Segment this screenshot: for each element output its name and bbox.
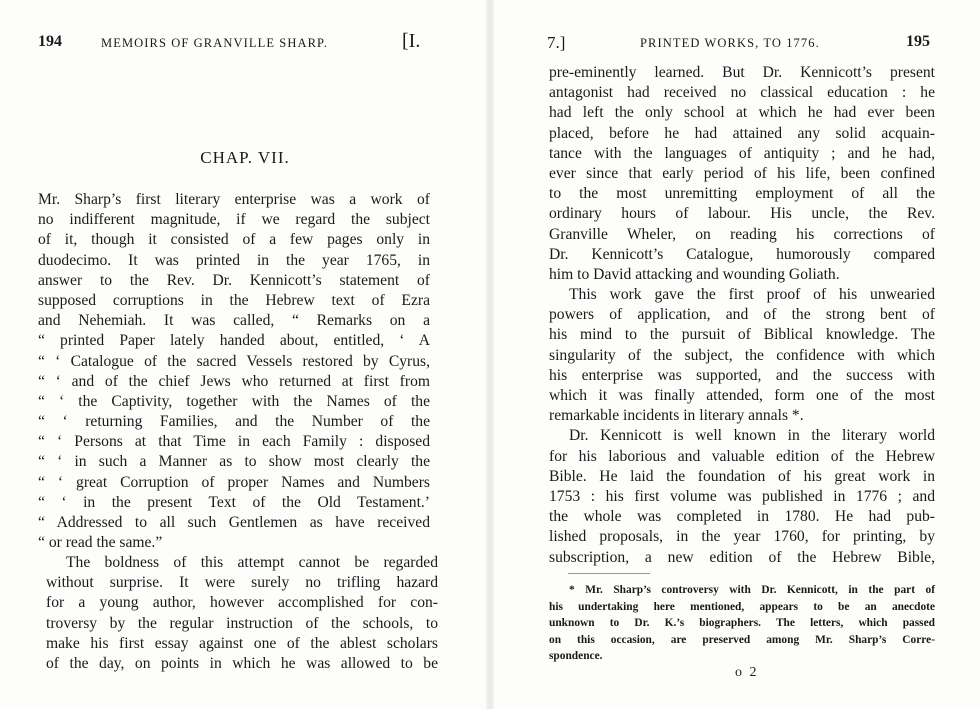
- text-line: Bible. He laid the foundation of his great work in: [549, 467, 935, 485]
- text-line: no indifferent magnitude, if we regard the subject: [38, 211, 430, 229]
- footnote-line: spondence.: [549, 650, 603, 662]
- text-line: for a young author, however accomplished for con-: [46, 594, 438, 612]
- text-line: supposed corruptions in the Hebrew text of Ezra: [38, 291, 430, 309]
- footnote-rule: [568, 573, 650, 574]
- text-line: duodecimo. It was printed in the year 1765, in: [38, 251, 430, 269]
- text-line: for his laborious and valuable edition of the Hebrew: [549, 447, 935, 465]
- chapter-marker-right: 7.]: [547, 33, 566, 52]
- text-line: which it was finally attended, form one of the most: [549, 387, 935, 404]
- text-line: answer to the Rev. Dr. Kennicott’s statement of: [38, 271, 430, 289]
- text-line: “ printed Paper lately handed about, entitled, ‘ A: [38, 332, 430, 350]
- text-line: “ ‘ Persons at that Time in each Family : disposed: [38, 433, 430, 451]
- text-line: tance with the languages of antiquity ; and he had,: [549, 144, 935, 162]
- left-paragraph-2: [46, 553, 438, 674]
- running-head-left: MEMOIRS OF GRANVILLE SHARP.: [101, 36, 328, 50]
- text-line: “ ‘ and of the chief Jews who returned at first from: [38, 372, 430, 390]
- text-line: The boldness of this attempt cannot be regarded: [66, 554, 438, 571]
- text-line: “ ‘ in the present Text of the Old Testament.’: [38, 493, 430, 511]
- footnote: [549, 582, 935, 665]
- text-line: powers of application, and of the strong bent of: [549, 306, 935, 324]
- text-line: “ ‘ great Corruption of proper Names and Numbers: [38, 473, 430, 491]
- text-line: Dr. Kennicott’s Catalogue, humorously compared: [549, 245, 935, 263]
- text-line: ever since that early period of his life, been confined: [549, 164, 935, 182]
- page-number-left: 194: [38, 33, 62, 50]
- text-line: “ Addressed to all such Gentlemen as have received: [38, 514, 430, 531]
- text-line: the whole was completed in 1780. He had pub-: [549, 508, 935, 526]
- footnote-line: * Mr. Sharp’s controversy with Dr. Kennicott, in the part of: [569, 584, 935, 596]
- text-line: of the day, on points in which he was allowed to be: [46, 654, 438, 672]
- text-line: without surprise. It were surely no trifling hazard: [46, 574, 438, 592]
- text-line: This work gave the first proof of his unwearied: [569, 286, 935, 304]
- text-line: Dr. Kennicott is well known in the literary world: [569, 427, 935, 445]
- text-line: “ or read the same.”: [38, 534, 163, 552]
- signature-mark: o 2: [735, 665, 759, 680]
- left-paragraph-1: [38, 190, 430, 553]
- text-line: 1753 : his first volume was published in 1776 ; and: [549, 487, 935, 505]
- text-line: lished proposals, in the year 1760, for printing, by: [549, 528, 935, 546]
- text-line: to the most unremitting employment of all the: [549, 185, 935, 203]
- text-line: “ ‘ the Captivity, together with the Names of the: [38, 392, 430, 410]
- text-line: “ ‘ Catalogue of the sacred Vessels restored by Cyrus,: [38, 352, 430, 370]
- text-line: ordinary hours of labour. His uncle, the Rev.: [549, 205, 935, 223]
- text-line: antagonist had received no classical education : he: [549, 84, 935, 102]
- text-line: of it, though it consisted of a few pages only in: [38, 231, 430, 249]
- text-line: “ ‘ in such a Manner as to show most clearly the: [38, 453, 430, 471]
- text-line: his enterprise was supported, and the success with: [549, 366, 935, 384]
- text-line: “ ‘ returning Families, and the Number of the: [38, 413, 430, 431]
- text-line: remarkable incidents in literary annals *.: [549, 407, 804, 425]
- text-line: Mr. Sharp’s first literary enterprise was a work of: [38, 191, 430, 208]
- text-line: troversy by the regular instruction of the schools, to: [46, 614, 438, 632]
- text-line: placed, before he had attained any solid acquain-: [549, 124, 935, 142]
- text-line: pre-eminently learned. But Dr. Kennicott’s present: [549, 64, 935, 81]
- text-line: his mind to the pursuit of Biblical knowledge. The: [549, 326, 935, 344]
- text-line: Granville Wheler, on reading his corrections of: [549, 225, 935, 243]
- footnote-line: unknown to Dr. K.’s biographers. The letters, which passed: [549, 617, 935, 629]
- text-line: had left the only school at which he had ever been: [549, 104, 935, 122]
- text-line: him to David attacking and wounding Goliath.: [549, 265, 840, 283]
- chapter-title: CHAP. VII.: [200, 148, 290, 167]
- text-line: make his first essay against one of the ablest scholars: [46, 634, 438, 652]
- text-line: subscription, a new edition of the Hebrew Bible,: [549, 548, 935, 566]
- text-line: and Nehemiah. It was called, “ Remarks on a: [38, 312, 430, 330]
- footnote-line: on this occasion, are preserved among Mr. Sharp’s Corre-: [549, 633, 935, 646]
- page-number-right: 195: [906, 33, 930, 50]
- chapter-marker-left: [I.: [402, 30, 421, 52]
- running-head-right: PRINTED WORKS, TO 1776.: [640, 36, 820, 50]
- right-body: [549, 63, 935, 568]
- footnote-line: his undertaking here mentioned, appears to be an anecdote: [549, 600, 935, 613]
- right-page: [490, 0, 980, 709]
- text-line: singularity of the subject, the confidence with which: [549, 346, 935, 364]
